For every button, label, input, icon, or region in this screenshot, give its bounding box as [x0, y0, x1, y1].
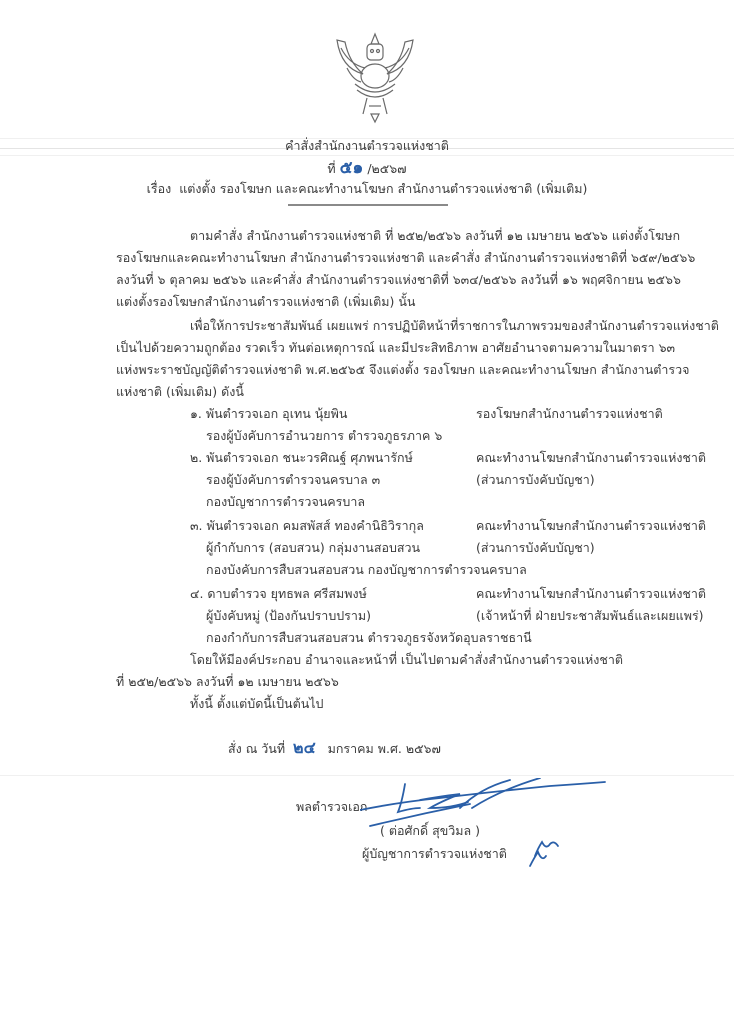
para3-line1: โดยให้มีองค์ประกอบ อำนาจและหน้าที่ เป็นไปตามคำสั่งสำนักงานตำรวจแห่งชาติ — [190, 652, 624, 667]
appointee-4-role-sub: (เจ้าหน้าที่ ฝ่ายประชาสัมพันธ์และเผยแพร่) — [476, 608, 704, 623]
effective-clause: ทั้งนี้ ตั้งแต่บัดนี้เป็นต้นไป — [190, 696, 324, 711]
appointee-4-name: ๔. ดาบตำรวจ ยุทธพล ศรีสมพงษ์ — [190, 586, 367, 601]
appointee-2-role: คณะทำงานโฆษกสำนักงานตำรวจแห่งชาติ — [476, 450, 707, 465]
appointee-2-unit: กองบัญชาการตำรวจนครบาล — [206, 494, 365, 509]
para2-line4: แห่งชาติ (เพิ่มเติม) ดังนี้ — [116, 384, 244, 399]
agency-title: คำสั่งสำนักงานตำรวจแห่งชาติ — [285, 138, 449, 153]
appointee-3-role-sub: (ส่วนการบังคับบัญชา) — [476, 540, 595, 555]
para2-line3: แห่งพระราชบัญญัติตำรวจแห่งชาติ พ.ศ.๒๕๖๕ จึงแต่งตั้ง รองโฆษก และคณะทำงานโฆษก สำนักงานตำรวจ — [116, 362, 690, 377]
order-number-prefix: ที่ — [327, 161, 336, 176]
appointee-1-role: รองโฆษกสำนักงานตำรวจแห่งชาติ — [476, 406, 663, 421]
appointee-1-position: รองผู้บังคับการอำนวยการ ตำรวจภูธรภาค ๖ — [206, 428, 443, 443]
para3-line2: ที่ ๒๕๒/๒๕๖๖ ลงวันที่ ๑๒ เมษายน ๒๕๖๖ — [116, 674, 339, 689]
signatory-title: ผู้บัญชาการตำรวจแห่งชาติ — [362, 846, 507, 861]
date-day-handwritten: ๒๔ — [293, 738, 316, 757]
scan-line — [0, 775, 734, 776]
order-number-suffix: /๒๕๖๗ — [367, 161, 407, 176]
appointee-3-position: ผู้กำกับการ (สอบสวน) กลุ่มงานสอบสวน — [206, 540, 421, 555]
order-number — [0, 160, 734, 177]
appointee-3-role: คณะทำงานโฆษกสำนักงานตำรวจแห่งชาติ — [476, 518, 707, 533]
signatory-rank: พลตำรวจเอก — [296, 799, 368, 814]
appointee-3-unit: กองบังคับการสืบสวนสอบสวน กองบัญชาการตำรวจนครบาล — [206, 562, 527, 577]
order-number-handwritten: ๕๑ — [339, 158, 364, 178]
handwritten-signature-icon — [360, 778, 610, 868]
signatory-name: ( ต่อศักดิ์ สุขวิมล ) — [380, 823, 481, 838]
appointee-4-role: คณะทำงานโฆษกสำนักงานตำรวจแห่งชาติ — [476, 586, 707, 601]
subject-label: เรื่อง — [146, 181, 172, 196]
para1-line3: ลงวันที่ ๖ ตุลาคม ๒๕๖๖ และคำสั่ง สำนักงานตำรวจแห่งชาติที่ ๖๓๔/๒๕๖๖ ลงวันที่ ๑๖ พฤศจิกายน ๒๕๖๖ — [116, 272, 681, 287]
order-date — [228, 740, 441, 757]
subject-line — [0, 181, 734, 197]
appointee-2-position: รองผู้บังคับการตำรวจนครบาล ๓ — [206, 472, 381, 487]
para1-line2: รองโฆษกและคณะทำงานโฆษก สำนักงานตำรวจแห่งชาติ และคำสั่ง สำนักงานตำรวจแห่งชาติที่ ๖๕๙/๒๕๖๖ — [116, 250, 696, 265]
appointee-4-unit: กองกำกับการสืบสวนสอบสวน ตำรวจภูธรจังหวัดอุบลราชธานี — [206, 630, 532, 645]
para2-line2: เป็นไปด้วยความถูกต้อง รวดเร็ว ทันต่อเหตุการณ์ และมีประสิทธิภาพ อาศัยอำนาจตามความในมาตรา ๖๓ — [116, 340, 676, 355]
subject-text: แต่งตั้ง รองโฆษก และคณะทำงานโฆษก สำนักงานตำรวจแห่งชาติ (เพิ่มเติม) — [179, 181, 588, 196]
scan-line — [0, 155, 734, 156]
appointee-4-position: ผู้บังคับหมู่ (ป้องกันปราบปราม) — [206, 608, 372, 623]
appointee-2-name: ๒. พันตำรวจเอก ชนะวรศิณฐ์ ศุภพนารักษ์ — [190, 450, 413, 465]
date-month-year: มกราคม พ.ศ. ๒๕๖๗ — [327, 741, 441, 756]
para1-line1: ตามคำสั่ง สำนักงานตำรวจแห่งชาติ ที่ ๒๕๒/๒๕๖๖ ลงวันที่ ๑๒ เมษายน ๒๕๖๖ แต่งตั้งโฆษก — [190, 228, 681, 243]
appointee-3-name: ๓. พันตำรวจเอก คมสพัสส์ ทองคำนิธิวิรากุล — [190, 518, 424, 533]
garuda-emblem-icon — [327, 28, 423, 124]
date-prefix: สั่ง ณ วันที่ — [228, 741, 286, 756]
appointee-1-name: ๑. พันตำรวจเอก อุเทน นุ้ยพิน — [190, 406, 348, 421]
para1-line4: แต่งตั้งรองโฆษกสำนักงานตำรวจแห่งชาติ (เพิ่มเติม) นั้น — [116, 294, 416, 309]
subject-underline — [288, 204, 448, 206]
appointee-2-role-sub: (ส่วนการบังคับบัญชา) — [476, 472, 595, 487]
para2-line1: เพื่อให้การประชาสัมพันธ์ เผยแพร่ การปฏิบัติหน้าที่ราชการในภาพรวมของสำนักงานตำรวจแห่งชาติ — [190, 318, 719, 333]
